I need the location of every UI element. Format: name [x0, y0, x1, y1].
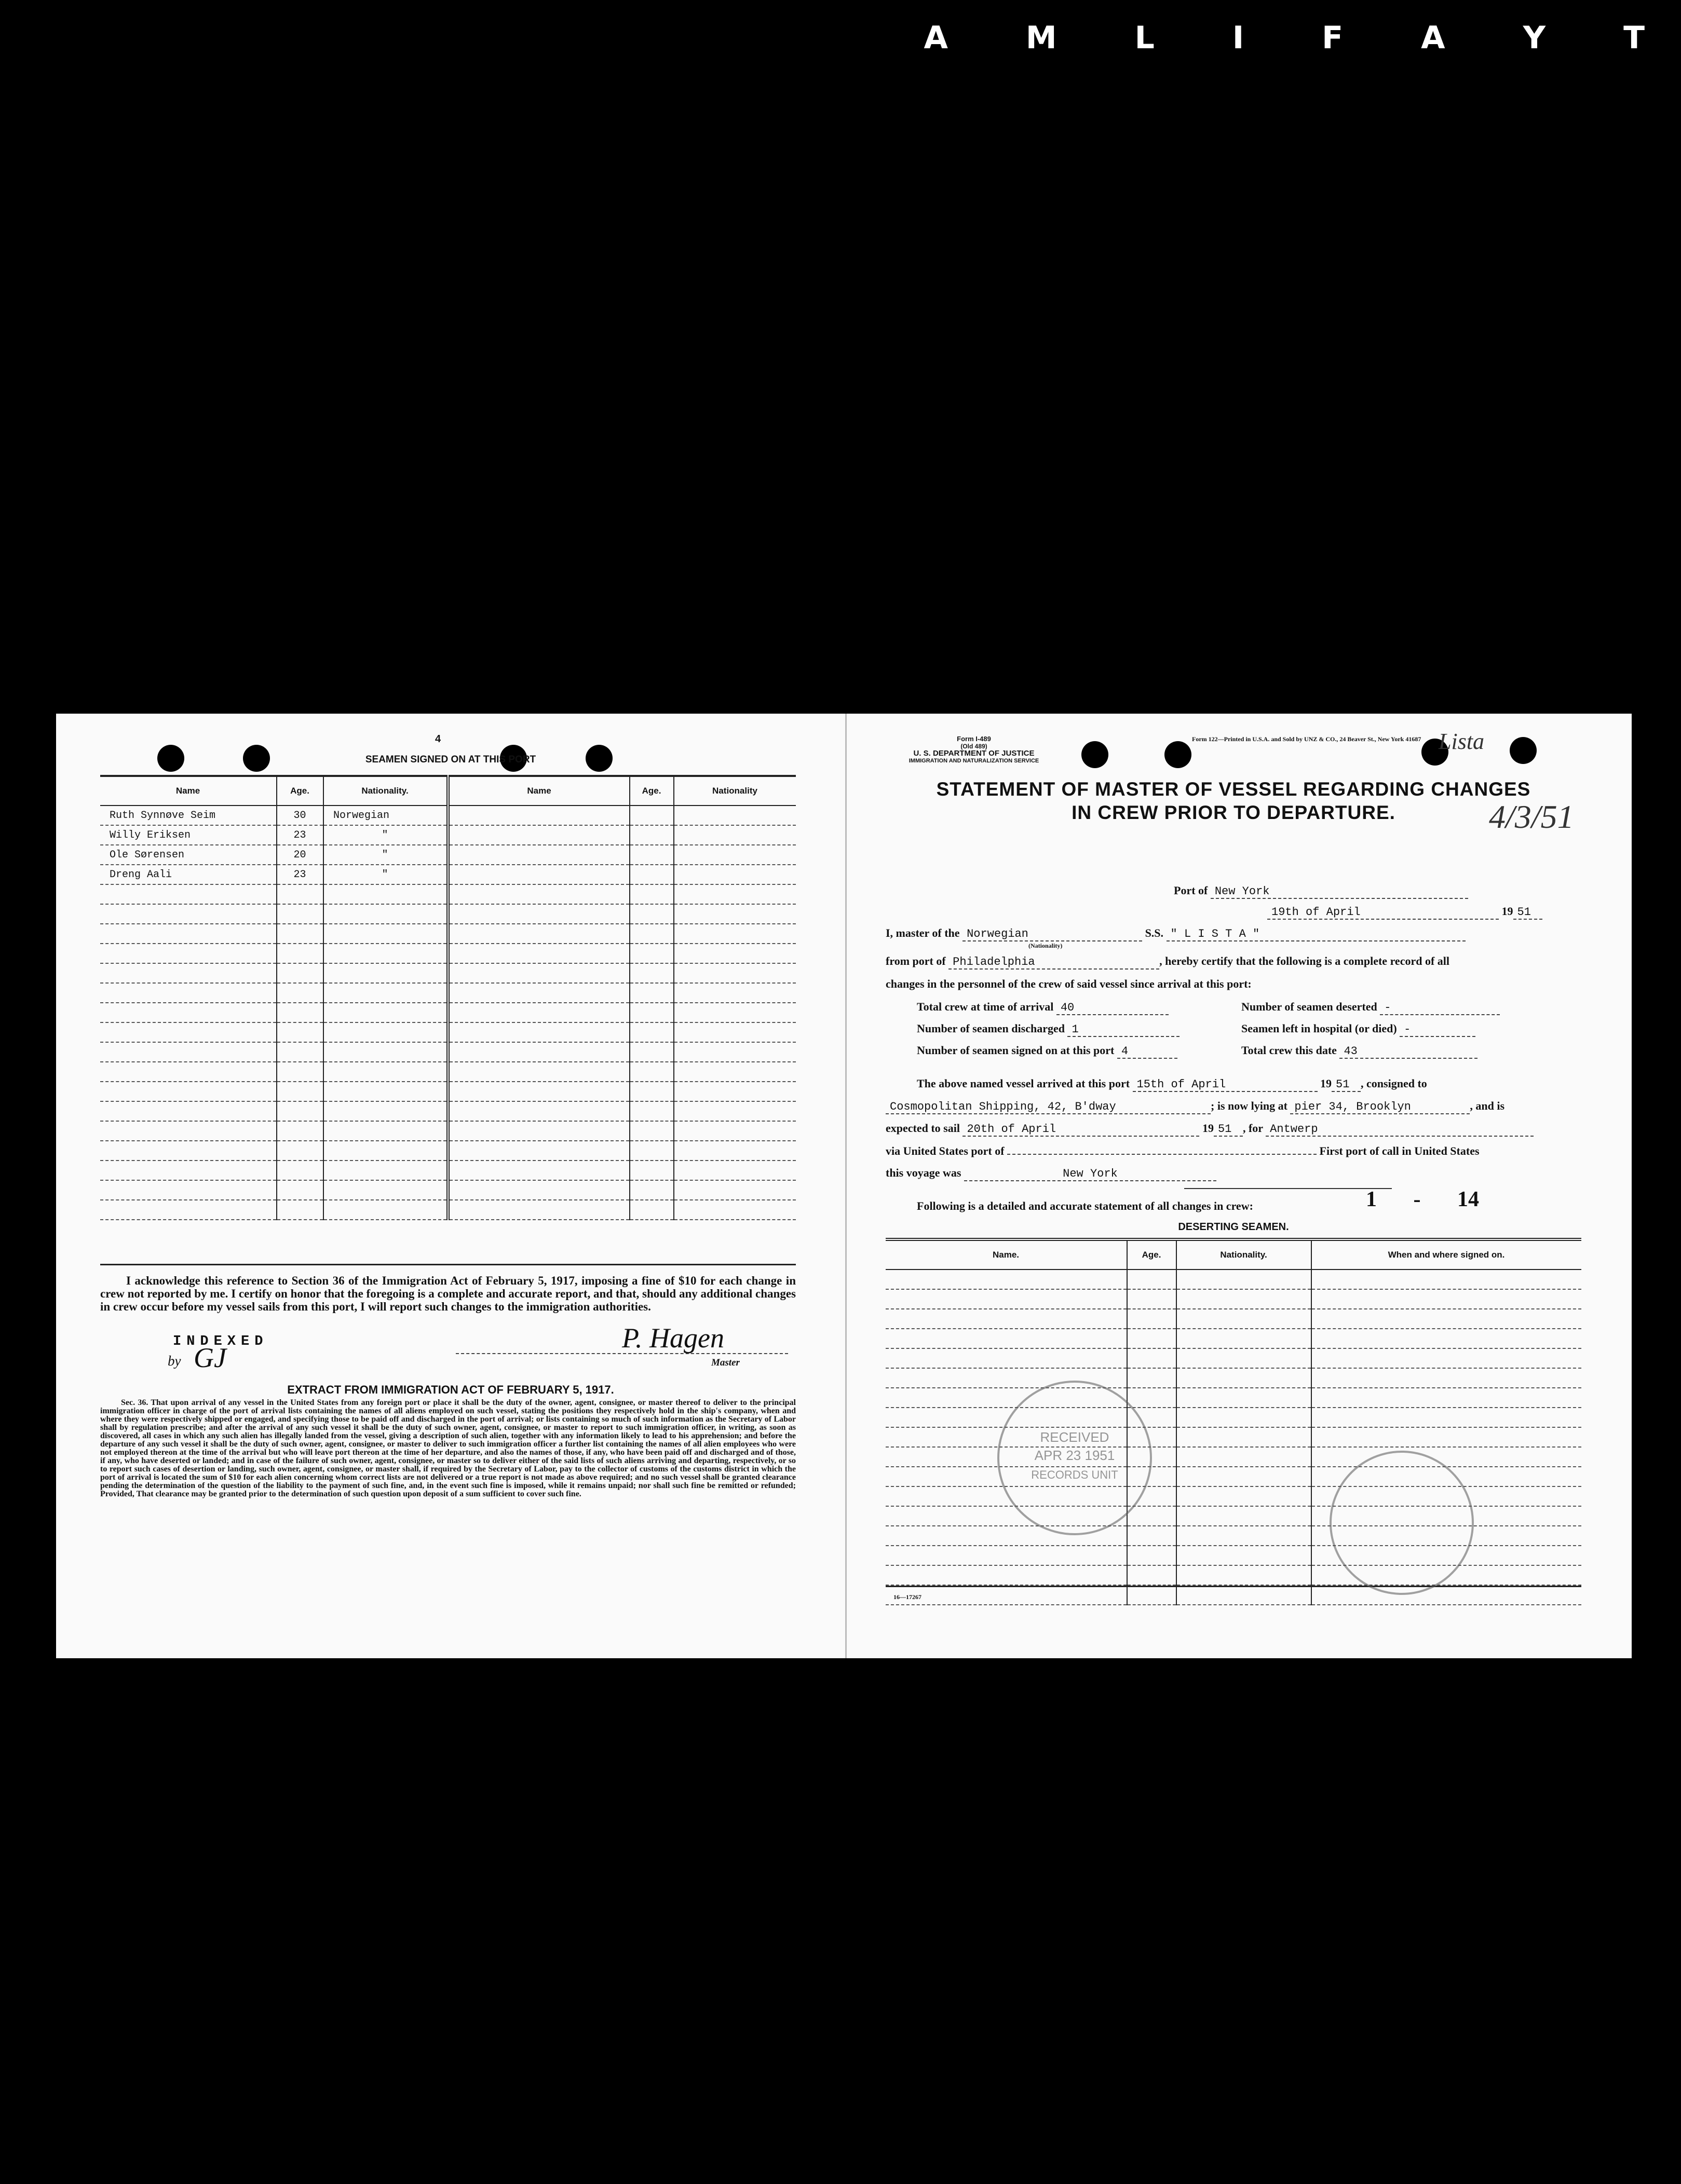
- column-header: Nationality.: [1176, 1239, 1311, 1270]
- seamen-signed-on-table: [100, 775, 796, 1220]
- changes-text: changes in the personnel of the crew of said vessel since arrival at this port:: [886, 977, 1252, 990]
- lying-at-label: ; is now lying at: [1211, 1099, 1287, 1112]
- seaman-name: Ruth Synnøve Seim: [100, 806, 277, 825]
- table-row: [886, 1427, 1581, 1447]
- expected-label: expected to sail: [886, 1122, 960, 1135]
- table-row: [886, 1329, 1581, 1348]
- table-row: [886, 1486, 1581, 1506]
- signed-on-label: Number of seamen signed on at this port: [917, 1044, 1115, 1057]
- column-header: Name: [448, 776, 630, 806]
- column-header: Name.: [886, 1239, 1127, 1270]
- document-sheet: [56, 714, 1632, 1658]
- form-identifier: [886, 735, 1062, 765]
- expected-year: 51: [1214, 1123, 1243, 1137]
- table-row: [100, 1141, 796, 1161]
- total-crew-arrival-value: 40: [1056, 1001, 1169, 1015]
- table-row: [100, 904, 796, 924]
- table-row: [886, 1447, 1581, 1467]
- via-label: via United States port of: [886, 1144, 1005, 1157]
- table-row: [100, 1101, 796, 1121]
- voyage-label: this voyage was: [886, 1166, 961, 1179]
- seaman-age: 23: [277, 825, 323, 845]
- acknowledgment-text: I acknowledge this reference to Section 36 of the Immigration Act of February 5, 1917, imposing a fine of $10 for each change in crew not reported by me. I certify on honor that the foregoing is a complete and accurate report, and that, should any additional changes in crew occur before my vessel sails from this port, I will report such changes to the immigration authorities.: [100, 1274, 796, 1313]
- year-prefix: 19: [1501, 905, 1513, 918]
- separator-rule: [1184, 1188, 1392, 1189]
- hospital-label: Seamen left in hospital (or died): [1241, 1022, 1397, 1035]
- table-row: [886, 1565, 1581, 1585]
- consigned-label: , consigned to: [1361, 1077, 1427, 1090]
- from-port-value: Philadelphia: [948, 956, 1159, 970]
- arrived-date: 15th of April: [1133, 1078, 1318, 1092]
- table-row: [100, 1003, 796, 1022]
- master-label: Master: [711, 1357, 740, 1368]
- received-stamp: [997, 1381, 1152, 1535]
- film-letter: F: [1322, 20, 1344, 56]
- form-title: STATEMENT OF MASTER OF VESSEL REGARDING CHANGES: [936, 779, 1531, 800]
- nationality-caption: (Nationality): [1028, 942, 1063, 949]
- total-crew-arrival-label: Total crew at time of arrival: [917, 1000, 1054, 1013]
- table-row: [886, 1388, 1581, 1408]
- form-number: Form I-489: [957, 735, 991, 743]
- first-port-value: New York: [964, 1167, 1216, 1181]
- table-row: [100, 1180, 796, 1200]
- table-row: [100, 1042, 796, 1062]
- total-crew-date-label: Total crew this date: [1241, 1044, 1337, 1057]
- indexed-by-label: by: [168, 1353, 181, 1369]
- seaman-name: Willy Eriksen: [100, 825, 277, 845]
- seaman-nationality: ": [323, 865, 448, 884]
- expected-date: 20th of April: [962, 1123, 1199, 1137]
- master-signature: P. Hagen: [622, 1322, 724, 1354]
- first-port-label: First port of call in United States: [1319, 1144, 1480, 1157]
- table-row: [100, 924, 796, 944]
- deserting-heading: DESERTING SEAMEN.: [1178, 1221, 1289, 1233]
- deserted-value: -: [1380, 1001, 1500, 1015]
- service-label: IMMIGRATION AND NATURALIZATION SERVICE: [909, 758, 1039, 764]
- signed-on-value: 4: [1117, 1045, 1177, 1059]
- table-row: [886, 1309, 1581, 1329]
- film-letter: T: [1623, 20, 1645, 56]
- seaman-name: Ole Sørensen: [100, 845, 277, 865]
- hospital-value: -: [1400, 1023, 1475, 1037]
- arrived-year: 51: [1332, 1078, 1361, 1092]
- extract-title: EXTRACT FROM IMMIGRATION ACT OF FEBRUARY 5, 1917.: [287, 1383, 614, 1396]
- column-header: Nationality.: [323, 776, 448, 806]
- department-label: U. S. DEPARTMENT OF JUSTICE: [913, 749, 1035, 758]
- total-crew-date-value: 43: [1339, 1045, 1477, 1059]
- table-bottom-rule: [100, 1264, 796, 1265]
- column-header: Age.: [277, 776, 323, 806]
- seaman-age: 23: [277, 865, 323, 884]
- consignee-value: Cosmopolitan Shipping, 42, B'dway: [886, 1100, 1211, 1114]
- from-port-label: from port of: [886, 954, 946, 967]
- extract-text: Sec. 36. That upon arrival of any vessel in the United States from any foreign port or place it shall be the duty of the owner, agent, consignee, or master thereof to deliver to the principal immigration officer in charge of the port of arrival lists containing the names of all aliens employed on such vessel, stating the positions they respectively hold in the ship's company, when and where they were respectively shipped or engaged, and specifying those to be paid off and discharged in the port of arrival; or lists containing so much of such information as the Secretary of Labor shall by regulation prescribe; and after the arrival of any such vessel it shall be the duty of such owner, agent, consignee, or master to report to such immigration officer, in writing, as soon as discovered, all cases in which any such alien has illegally landed from the vessel, giving a description of such alien, together with any information likely to lead to his apprehension; and before the departure of any such vessel it shall be the duty of such owner, agent, consignee, or master to deliver to such immigration officer a further list containing the names of all alien employees who were not employed thereon at the time of the arrival but who will leave port thereon at the time of her departure, and also the names of those, if any, who have been paid off and discharged and of those, if any, who have deserted or landed; and in case of the failure of such owner, agent, consignee, or master so to deliver either of the said lists of such aliens arriving and departing, respectively, or so to report such cases of desertion or landing, such owner, agent, consignee, or master shall, if required by the Secretary of Labor, pay to the collector of customs of the customs district in which the port of arrival is located the sum of $10 for each alien concerning whom correct lists are not delivered or a true report is not made as above required; and no such vessel shall be granted clearance pending the determination of the question of the liability to the payment of such fine, and, in the event such fine is imposed, while it remains unpaid; nor shall such fine be remitted or refunded; Provided, That clearance may be granted prior to the determination of such question upon deposit of a sum sufficient to cover such fine.: [100, 1398, 796, 1498]
- column-header: Age.: [1127, 1239, 1176, 1270]
- right-page: Form I-489 (Old 489) U. S. DEPARTMENT OF JUSTICE IMMIGRATION AND NATURALIZATION SERVICE Form 122—Printed in U.S.A. and Sold by UNZ & CO., 24 Beaver St., New York 41687 Lista 4/3/51 STATEMENT OF MASTER OF VESSEL REGARDING CHANGES IN CREW PRIOR TO DEPARTURE. Port of New York 19th of April 19 51 I, master of the Norwegian S.S. " L I S T A " (Nationality) from port of Philadelphia , hereby certify that the following is a complete record of all changes in the personnel of the crew of said vessel since arrival at this port: Total crew at time of arrival 40 Number of seamen deserted - Number of seamen discharged 1 Seamen left in hospital (or died) - Number of seamen signed on at this port 4 Total crew this date 43 The above named vessel arrived at this port 15th of April 19 51 , consigned to Cosmopolitan Shipping, 42, B'dway ; is now lying at pier 34, Brooklyn , and is expected to sail 20th of April 19 51 , for Antwerp via United States port of First port of call in United States this voyage was New York Following is a detailed and accurate statement of all changes in crew: 1 - 14 DESERTING SEAMEN. Name. Age. Nationality. When and where signed on. RECEIVED APR 23 1951 RECORDS UNIT 16—17267: [847, 714, 1632, 1658]
- port-label: Port of: [1174, 884, 1208, 897]
- table-row: [886, 1585, 1581, 1605]
- vessel-name: " L I S T A ": [1167, 927, 1466, 941]
- arrived-label: The above named vessel arrived at this port: [917, 1077, 1130, 1090]
- table-row: [886, 1546, 1581, 1565]
- table-row: [100, 865, 796, 884]
- ss-label: S.S.: [1145, 926, 1164, 939]
- table-row: [100, 1161, 796, 1180]
- stamp-unit-text: RECORDS UNIT: [1031, 1468, 1118, 1481]
- via-value: [1007, 1154, 1317, 1155]
- column-header: Name: [100, 776, 277, 806]
- seaman-nationality: ": [323, 825, 448, 845]
- table-row: [886, 1270, 1581, 1289]
- table-row: [100, 806, 796, 825]
- indexed-initials: GJ: [194, 1342, 226, 1373]
- stamp-date-text: APR 23 1951: [1034, 1448, 1115, 1463]
- master-of-the-label: I, master of the: [886, 926, 960, 939]
- table-row: [100, 944, 796, 963]
- destination-value: Antwerp: [1266, 1123, 1534, 1137]
- deserted-label: Number of seamen deserted: [1241, 1000, 1377, 1013]
- statement-year: 51: [1513, 906, 1542, 920]
- section-heading: SEAMEN SIGNED ON AT THIS PORT: [365, 754, 536, 765]
- statement-date: 19th of April: [1267, 906, 1499, 920]
- column-header: Nationality: [674, 776, 796, 806]
- for-label: , for: [1242, 1122, 1263, 1135]
- and-is-label: , and is: [1470, 1099, 1505, 1112]
- left-page: [56, 714, 845, 1658]
- seaman-age: 20: [277, 845, 323, 865]
- table-row: [100, 1082, 796, 1101]
- form-subtitle: IN CREW PRIOR TO DEPARTURE.: [1072, 802, 1395, 823]
- table-row: [886, 1289, 1581, 1309]
- film-edge-markings: [924, 20, 1645, 56]
- handwritten-date: 4/3/51: [1489, 798, 1574, 835]
- film-letter: A: [1421, 20, 1445, 56]
- film-letter: I: [1232, 20, 1244, 56]
- table-row: [886, 1526, 1581, 1546]
- seaman-nationality: ": [323, 845, 448, 865]
- form-old-number: (Old 489): [960, 743, 987, 750]
- port-value: New York: [1211, 885, 1468, 899]
- page-number: 4: [435, 733, 441, 745]
- handwritten-vessel-name: Lista: [1439, 729, 1485, 754]
- table-row: [886, 1467, 1581, 1486]
- table-row: [100, 1200, 796, 1220]
- handwritten-count: 1 - 14: [1366, 1187, 1479, 1211]
- seaman-age: 30: [277, 806, 323, 825]
- lying-at-value: pier 34, Brooklyn: [1290, 1100, 1470, 1114]
- table-row: [886, 1408, 1581, 1427]
- table-row: [100, 845, 796, 865]
- table-row: [100, 825, 796, 845]
- column-header: Age.: [630, 776, 674, 806]
- discharged-value: 1: [1067, 1023, 1180, 1037]
- certify-text: , hereby certify that the following is a complete record of all: [1159, 954, 1450, 967]
- film-letter: A: [924, 20, 948, 56]
- column-header: When and where signed on.: [1311, 1239, 1581, 1270]
- table-row: [886, 1368, 1581, 1388]
- table-row: [886, 1348, 1581, 1368]
- table-row: [100, 1022, 796, 1042]
- seaman-name: Dreng Aali: [100, 865, 277, 884]
- table-row: [100, 884, 796, 904]
- film-letter: M: [1025, 20, 1057, 56]
- film-letter: L: [1134, 20, 1155, 56]
- discharged-label: Number of seamen discharged: [917, 1022, 1065, 1035]
- deserting-seamen-table: [886, 1238, 1581, 1605]
- table-bottom-rule: [886, 1586, 1581, 1587]
- table-row: [100, 1062, 796, 1082]
- seaman-nationality: Norwegian: [323, 806, 448, 825]
- printer-line: Form 122—Printed in U.S.A. and Sold by UNZ & CO., 24 Beaver St., New York 41687: [1192, 735, 1421, 743]
- film-letter: Y: [1523, 20, 1546, 56]
- table-row: [886, 1506, 1581, 1526]
- indexed-stamp: INDEXED: [173, 1334, 268, 1349]
- table-row: [100, 983, 796, 1003]
- following-label: Following is a detailed and accurate statement of all changes in crew:: [917, 1199, 1253, 1212]
- stamp-received-text: RECEIVED: [1040, 1429, 1109, 1445]
- table-row: [100, 1121, 796, 1141]
- table-row: [100, 963, 796, 983]
- footer-code: 16—17267: [893, 1593, 921, 1601]
- vessel-nationality: Norwegian: [962, 927, 1142, 941]
